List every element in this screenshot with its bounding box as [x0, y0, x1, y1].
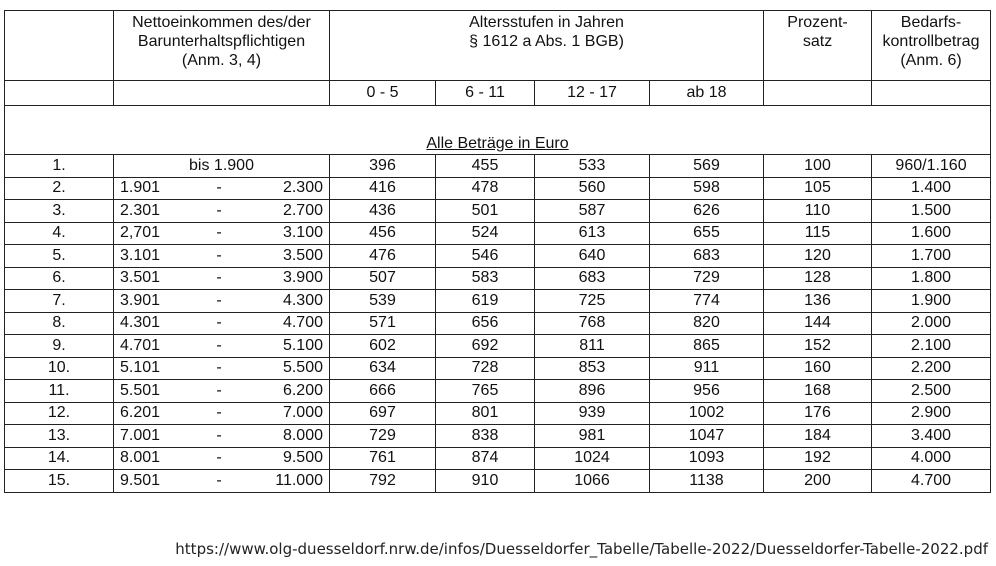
amount-age-6-11: 874	[436, 447, 535, 470]
amount-age-12-17: 896	[535, 380, 650, 403]
table-row	[5, 177, 991, 200]
amount-age-12-17: 725	[535, 290, 650, 313]
amount-age-0-5: 456	[330, 222, 436, 245]
income-dash: -	[216, 426, 222, 444]
control-amount: 1.600	[872, 222, 991, 245]
amount-age-18-plus: 598	[650, 177, 764, 200]
amount-age-12-17: 939	[535, 402, 650, 425]
amount-age-6-11: 455	[436, 155, 535, 178]
header-row-titles	[5, 11, 991, 81]
amount-age-18-plus: 729	[650, 267, 764, 290]
table-row	[5, 357, 991, 380]
percent-rate: 200	[764, 470, 872, 493]
amount-age-18-plus: 569	[650, 155, 764, 178]
header-row-note	[5, 106, 991, 155]
header-age-line: Altersstufen in Jahren	[469, 14, 624, 31]
income-from: 3.101	[120, 246, 161, 264]
table-row	[5, 200, 991, 223]
income-to: 7.000	[282, 404, 323, 422]
control-amount: 1.400	[872, 177, 991, 200]
control-amount: 2.100	[872, 335, 991, 358]
amount-age-12-17: 613	[535, 222, 650, 245]
amount-age-0-5: 539	[330, 290, 436, 313]
amount-age-18-plus: 911	[650, 357, 764, 380]
income-from: 3.501	[120, 269, 161, 287]
income-from: 2,701	[120, 224, 161, 242]
income-to: 2.300	[282, 179, 323, 197]
income-group-number: 8.	[5, 312, 114, 335]
control-amount: 2.500	[872, 380, 991, 403]
income-group-number: 3.	[5, 200, 114, 223]
control-amount: 1.500	[872, 200, 991, 223]
amount-age-6-11: 656	[436, 312, 535, 335]
income-from: 5.101	[120, 359, 161, 377]
amount-age-18-plus: 1093	[650, 447, 764, 470]
amount-age-18-plus: 820	[650, 312, 764, 335]
amount-age-0-5: 476	[330, 245, 436, 268]
income-group-number: 14.	[5, 447, 114, 470]
income-to: 4.300	[282, 291, 323, 309]
income-range	[114, 447, 330, 470]
income-from: 9.501	[120, 471, 161, 489]
income-to: 4.700	[282, 314, 323, 332]
amount-age-0-5: 666	[330, 380, 436, 403]
header-income-line: (Anm. 3, 4)	[181, 52, 262, 69]
amount-age-12-17: 981	[535, 425, 650, 448]
income-dash: -	[216, 404, 222, 422]
income-dash: -	[216, 246, 222, 264]
income-to: 3.900	[282, 269, 323, 287]
percent-rate: 115	[764, 222, 872, 245]
income-group-number: 6.	[5, 267, 114, 290]
table-row	[5, 335, 991, 358]
income-group-number: 11.	[5, 380, 114, 403]
amount-age-0-5: 416	[330, 177, 436, 200]
header-age-levels	[330, 11, 764, 81]
header-control-line: Bedarfs-	[900, 14, 962, 31]
income-from: 6.201	[120, 404, 161, 422]
amount-age-6-11: 524	[436, 222, 535, 245]
amount-age-6-11: 801	[436, 402, 535, 425]
income-range	[114, 267, 330, 290]
income-to: 5.100	[282, 336, 323, 354]
income-dash: -	[216, 336, 222, 354]
amount-age-0-5: 396	[330, 155, 436, 178]
control-amount: 4.000	[872, 447, 991, 470]
amount-age-6-11: 910	[436, 470, 535, 493]
amount-age-0-5: 792	[330, 470, 436, 493]
income-dash: -	[216, 314, 222, 332]
income-range	[114, 312, 330, 335]
amount-age-12-17: 811	[535, 335, 650, 358]
amount-age-12-17: 768	[535, 312, 650, 335]
duesseldorfer-table	[4, 10, 991, 493]
income-from: 5.501	[120, 381, 161, 399]
header-income-line: Nettoeinkommen des/der	[132, 14, 311, 31]
age-group-0-5: 0 - 5	[330, 81, 436, 106]
income-range	[114, 425, 330, 448]
income-range	[114, 380, 330, 403]
amount-age-6-11: 728	[436, 357, 535, 380]
amount-age-18-plus: 1047	[650, 425, 764, 448]
income-from: 2.301	[120, 201, 161, 219]
income-to: 2.700	[282, 201, 323, 219]
table-row	[5, 312, 991, 335]
control-amount: 1.700	[872, 245, 991, 268]
income-group-number: 7.	[5, 290, 114, 313]
control-amount: 2.900	[872, 402, 991, 425]
amount-age-6-11: 619	[436, 290, 535, 313]
income-group-number: 12.	[5, 402, 114, 425]
amount-age-12-17: 533	[535, 155, 650, 178]
income-range	[114, 222, 330, 245]
percent-rate: 184	[764, 425, 872, 448]
income-to: 6.200	[282, 381, 323, 399]
table-row	[5, 470, 991, 493]
income-to: 5.500	[282, 359, 323, 377]
percent-rate: 120	[764, 245, 872, 268]
income-dash: -	[216, 359, 222, 377]
income-dash: -	[216, 201, 222, 219]
income-dash: -	[216, 471, 222, 489]
income-dash: -	[216, 449, 222, 467]
amount-age-6-11: 765	[436, 380, 535, 403]
amount-age-0-5: 507	[330, 267, 436, 290]
header-income-line: Barunterhaltspflichtigen	[137, 33, 306, 50]
percent-rate: 192	[764, 447, 872, 470]
amount-age-6-11: 546	[436, 245, 535, 268]
income-group-number: 1.	[5, 155, 114, 178]
table-row	[5, 447, 991, 470]
percent-rate: 176	[764, 402, 872, 425]
amount-age-18-plus: 683	[650, 245, 764, 268]
header-percent	[764, 11, 872, 81]
income-from: 7.001	[120, 426, 161, 444]
amount-age-6-11: 692	[436, 335, 535, 358]
header-control-line: (Anm. 6)	[900, 52, 962, 69]
amounts-in-euro-note: Alle Beträge in Euro	[5, 106, 991, 155]
header-income	[114, 11, 330, 81]
header-control-line: kontrollbetrag	[882, 33, 980, 50]
control-amount: 960/1.160	[872, 155, 991, 178]
income-group-number: 4.	[5, 222, 114, 245]
amount-age-18-plus: 774	[650, 290, 764, 313]
income-group-number: 5.	[5, 245, 114, 268]
percent-rate: 128	[764, 267, 872, 290]
percent-rate: 152	[764, 335, 872, 358]
income-group-number: 2.	[5, 177, 114, 200]
income-dash: -	[216, 269, 222, 287]
income-dash: -	[216, 291, 222, 309]
percent-rate: 160	[764, 357, 872, 380]
control-amount: 4.700	[872, 470, 991, 493]
amount-age-12-17: 1024	[535, 447, 650, 470]
amount-age-12-17: 560	[535, 177, 650, 200]
table-row	[5, 155, 991, 178]
percent-rate: 168	[764, 380, 872, 403]
header-percent-line: Prozent-	[787, 14, 848, 31]
amount-age-18-plus: 626	[650, 200, 764, 223]
percent-rate: 100	[764, 155, 872, 178]
table-row	[5, 267, 991, 290]
income-group-number: 15.	[5, 470, 114, 493]
control-amount: 3.400	[872, 425, 991, 448]
income-to: 11.000	[275, 471, 323, 489]
amount-age-18-plus: 655	[650, 222, 764, 245]
income-to: 3.100	[282, 224, 323, 242]
income-from: 4.701	[120, 336, 161, 354]
percent-rate: 110	[764, 200, 872, 223]
table-row	[5, 402, 991, 425]
income-range	[114, 177, 330, 200]
amount-age-12-17: 683	[535, 267, 650, 290]
amount-age-12-17: 853	[535, 357, 650, 380]
amount-age-6-11: 583	[436, 267, 535, 290]
table-row	[5, 380, 991, 403]
amount-age-0-5: 436	[330, 200, 436, 223]
source-url: https://www.olg-duesseldorf.nrw.de/infos/Duesseldorfer_Tabelle/Tabelle-2022/Duesseldorfer-Tabelle-2022.pdf	[175, 540, 988, 558]
header-group-cell	[5, 11, 114, 81]
percent-rate: 144	[764, 312, 872, 335]
amount-age-0-5: 697	[330, 402, 436, 425]
header-percent-line: satz	[802, 33, 833, 50]
income-to: 8.000	[282, 426, 323, 444]
amount-age-6-11: 478	[436, 177, 535, 200]
amount-age-12-17: 587	[535, 200, 650, 223]
header-empty-cell	[872, 81, 991, 106]
percent-rate: 136	[764, 290, 872, 313]
amount-age-0-5: 571	[330, 312, 436, 335]
income-to: 3.500	[282, 246, 323, 264]
income-from: 8.001	[120, 449, 161, 467]
income-from: 1.901	[120, 179, 161, 197]
table-row	[5, 222, 991, 245]
amount-age-6-11: 501	[436, 200, 535, 223]
header-empty-cell	[114, 81, 330, 106]
income-group-number: 9.	[5, 335, 114, 358]
income-range	[114, 357, 330, 380]
age-group-12-17: 12 - 17	[535, 81, 650, 106]
header-empty-cell	[5, 81, 114, 106]
income-group-number: 13.	[5, 425, 114, 448]
age-group-18-plus: ab 18	[650, 81, 764, 106]
header-empty-cell	[764, 81, 872, 106]
income-range	[114, 290, 330, 313]
table-row	[5, 245, 991, 268]
income-range	[114, 402, 330, 425]
header-row-age-groups	[5, 81, 991, 106]
income-dash: -	[216, 381, 222, 399]
percent-rate: 105	[764, 177, 872, 200]
income-to: 9.500	[282, 449, 323, 467]
amount-age-12-17: 1066	[535, 470, 650, 493]
amount-age-18-plus: 1002	[650, 402, 764, 425]
income-range: bis 1.900	[114, 155, 330, 178]
amount-age-18-plus: 1138	[650, 470, 764, 493]
amount-age-0-5: 729	[330, 425, 436, 448]
income-range	[114, 245, 330, 268]
amount-age-18-plus: 865	[650, 335, 764, 358]
amount-age-0-5: 634	[330, 357, 436, 380]
amount-age-18-plus: 956	[650, 380, 764, 403]
income-range	[114, 335, 330, 358]
age-group-6-11: 6 - 11	[436, 81, 535, 106]
income-range	[114, 470, 330, 493]
header-control-amount	[872, 11, 991, 81]
income-from: 4.301	[120, 314, 161, 332]
amount-age-0-5: 602	[330, 335, 436, 358]
income-dash: -	[216, 179, 222, 197]
table-row	[5, 425, 991, 448]
income-group-number: 10.	[5, 357, 114, 380]
table-row	[5, 290, 991, 313]
control-amount: 2.200	[872, 357, 991, 380]
income-from: 3.901	[120, 291, 161, 309]
control-amount: 1.800	[872, 267, 991, 290]
amount-age-12-17: 640	[535, 245, 650, 268]
control-amount: 2.000	[872, 312, 991, 335]
control-amount: 1.900	[872, 290, 991, 313]
header-age-line: § 1612 a Abs. 1 BGB)	[469, 33, 624, 50]
income-range	[114, 200, 330, 223]
amount-age-0-5: 761	[330, 447, 436, 470]
amount-age-6-11: 838	[436, 425, 535, 448]
income-dash: -	[216, 224, 222, 242]
